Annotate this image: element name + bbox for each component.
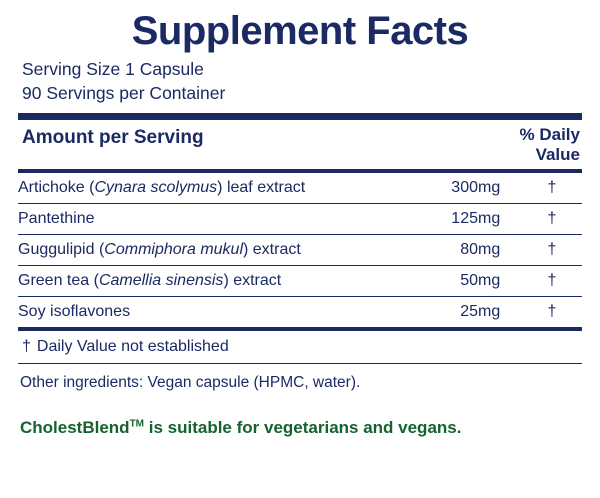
table-row [18,204,582,235]
ingredient-name [18,204,416,235]
daily-value-header-line2: Value [535,144,580,164]
ingredient-daily-value: † [522,204,582,235]
table-row [18,297,582,328]
ingredient-amount: 25 [460,303,478,321]
ingredient-name-pre: Pantethine [18,210,95,228]
ingredient-name-post: ) extract [223,272,282,290]
ingredient-daily-value: † [522,266,582,297]
serving-info [22,58,582,105]
table-header-row [18,120,582,169]
ingredient-amount: 80 [416,235,478,266]
table-row [18,173,582,204]
ingredient-name-post: ) leaf extract [217,179,306,197]
other-ingredients: Other ingredients: Vegan capsule (HPMC, water). [20,374,361,392]
trademark-mark: TM [129,418,145,430]
servings-per-container-line: 90 Servings per Container [22,82,226,103]
ingredients-table [18,173,582,327]
divider-thick-top [18,113,582,120]
ingredient-name-pre: Guggulipid ( [18,241,105,259]
table-row [18,235,582,266]
ingredient-name-italic: Commiphora mukul [104,241,243,259]
ingredient-unit: mg [478,204,522,235]
daily-value-header [488,125,582,164]
ingredient-name [18,235,416,266]
ingredient-name [18,173,416,204]
table-row [18,266,582,297]
ingredient-name-post: ) extract [243,241,301,259]
ingredient-name-pre: Artichoke ( [18,179,95,197]
suitability-text: is suitable for vegetarians and vegans. [144,418,462,438]
amount-per-serving-header: Amount per Serving [22,127,204,149]
ingredient-unit: mg [478,266,522,297]
dagger-symbol: † [22,338,31,356]
ingredient-name-pre: Soy isoflavones [18,303,131,321]
ingredient-name [18,266,416,297]
ingredient-unit: mg [478,235,522,266]
ingredient-daily-value: † [522,235,582,266]
ingredient-name-italic: Cynara scolymus [94,179,218,197]
ingredient-name-pre: Green tea ( [18,272,99,290]
ingredient-unit: mg [478,173,522,204]
suitability-statement [18,392,582,438]
ingredient-amount: 300 [416,173,478,204]
page-title: Supplement Facts [131,9,469,53]
ingredient-daily-value: † [522,173,582,204]
ingredient-name [18,297,416,328]
footnote-text: Daily Value not established [36,338,229,356]
ingredient-amount: 125 [416,204,478,235]
product-name: CholestBlend [20,418,130,438]
ingredient-amount: 50 [416,266,478,297]
ingredient-unit: mg [478,303,501,321]
serving-size-line: Serving Size 1 Capsule [22,59,204,79]
daily-value-header-line1: % Daily [519,125,580,145]
ingredient-name-italic: Camellia sinensis [98,272,224,290]
ingredient-daily-value: † [547,303,557,321]
daily-value-footnote [18,331,582,363]
